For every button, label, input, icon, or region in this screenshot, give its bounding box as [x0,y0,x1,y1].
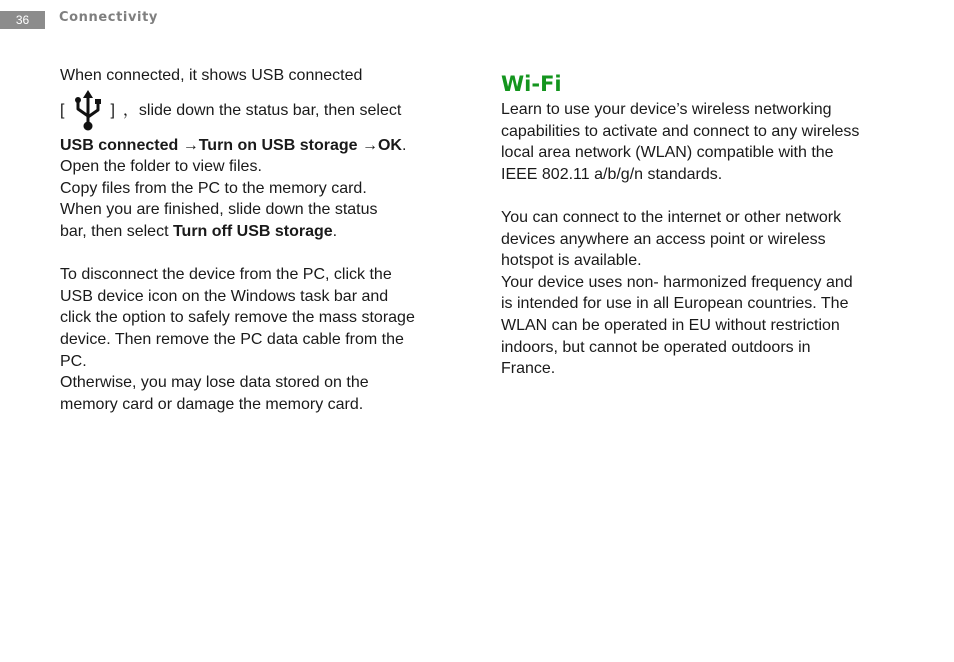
usb-icon-line [60,87,460,135]
copy-files-text: Copy files from the PC to the memory card. [60,179,367,197]
wifi-heading: Wi-Fi [501,72,562,96]
wifi-frequency-text: Your device uses non- harmonized frequency and is intended for use in all European countries. The WLAN can be operated in EU without restriction indoors, but cannot be operated outdoors in France. [501,273,853,378]
page-number: 36 [0,11,45,29]
turn-off-label: Turn off USB storage [172,222,333,240]
arrow: → [178,136,199,154]
ok-label: OK [377,136,402,154]
section-title: Connectivity [59,10,158,25]
wifi-connect-text: You can connect to the internet or other network devices anywhere an access point or wireless hotspot is available. [501,208,842,270]
usb-steps [60,135,460,157]
right-column [501,70,901,380]
otherwise-text: Otherwise, you may lose data stored on the memory card or damage the memory card. [60,374,369,413]
bracket-close: ] [110,101,115,119]
finished-text: When you are finished, slide down the status bar, then select Turn off USB storage. [60,201,378,240]
usb-shown-text: When connected, it shows USB connected [60,67,363,84]
wifi-intro-text: Learn to use your device’s wireless networking capabilities to activate and connect to any wireless local area network (WLAN) compatible with the IEEE 802.11 a/b/g/n standards. [501,101,860,183]
disconnect-text: To disconnect the device from the PC, click the USB device icon on the Windows task bar and click the option to safely remove the mass storage device. Then remove the PC data cable from the PC. [60,266,415,370]
period: . [401,136,407,154]
turn-on-label: Turn on USB storage [198,136,358,154]
arrow: → [357,136,378,154]
usb-connected-label: USB connected [60,136,179,154]
status-bar-instruction: ，slide down the status bar, then select [122,101,402,119]
open-folder-text: Open the folder to view files. [60,158,262,176]
usb-icon [74,89,102,133]
bracket-open: [ [60,101,65,119]
left-column [60,65,460,415]
